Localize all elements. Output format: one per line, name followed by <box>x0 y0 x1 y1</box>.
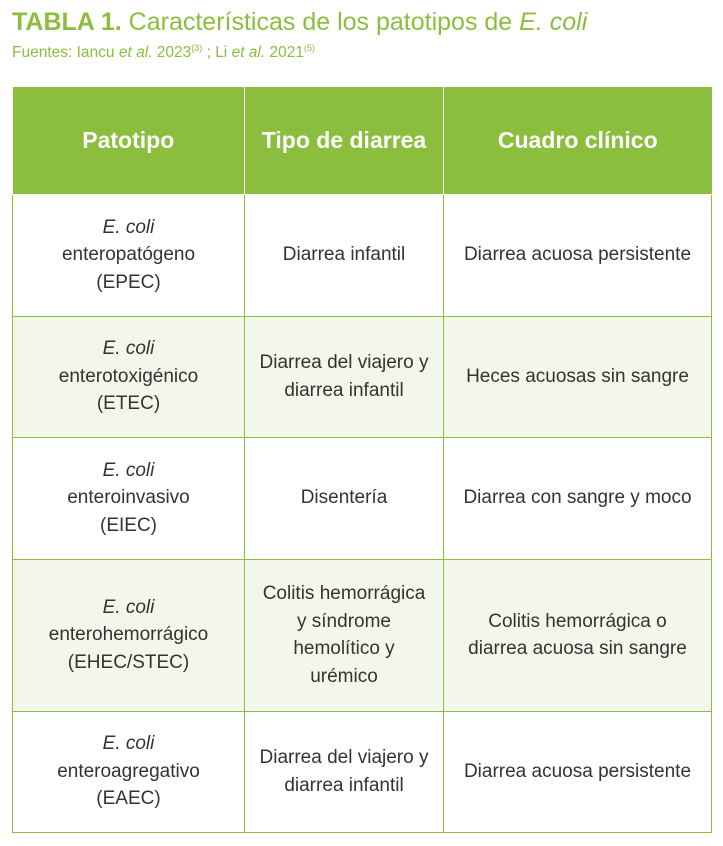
pathotype-abbr: (EAEC) <box>96 788 161 810</box>
sources-line <box>12 38 315 63</box>
pathotype-cell <box>13 437 245 559</box>
table-row <box>13 316 712 437</box>
clinical-picture-cell: Heces acuosas sin sangre <box>444 316 712 437</box>
pathotype-cell <box>13 711 245 832</box>
clinical-picture-cell: Colitis hemorrágica o diarrea acuosa sin sangre <box>444 559 712 711</box>
pathotype-name: enteropatógeno <box>61 244 196 266</box>
pathotype-abbr: (EPEC) <box>96 271 161 293</box>
sources-ref-1: (3) <box>191 43 203 53</box>
species-name: E. coli <box>102 338 155 360</box>
sources-year-1: 2023 <box>156 44 192 61</box>
clinical-picture-cell: Diarrea acuosa persistente <box>444 711 712 832</box>
diarrhea-type-cell: Diarrea del viajero y diarrea infantil <box>245 711 444 832</box>
sources-separator: ; Li <box>206 44 228 61</box>
table-row <box>13 437 712 559</box>
clinical-picture-cell: Diarrea acuosa persistente <box>444 194 712 316</box>
table-number: TABLA 1. <box>12 8 122 36</box>
species-name: E. coli <box>102 733 155 755</box>
species-name: E. coli <box>102 596 155 618</box>
pathotype-name: enterohemorrágico <box>48 624 209 646</box>
pathotype-cell <box>13 559 245 711</box>
diarrhea-type-cell: Diarrea del viajero y diarrea infantil <box>245 316 444 437</box>
header-diarrhea-type: Tipo de diarrea <box>245 87 444 194</box>
header-pathotype: Patotipo <box>13 87 245 194</box>
pathotype-name: enterotoxigénico <box>58 365 199 387</box>
species-name: E. coli <box>102 216 155 238</box>
pathotype-abbr: (ETEC) <box>96 393 161 415</box>
table-header-row <box>13 87 712 194</box>
title-species: E. coli <box>519 8 588 36</box>
table-row <box>13 559 712 711</box>
table-row <box>13 194 712 316</box>
sources-year-2: 2021 <box>269 44 304 61</box>
title-text: Características de los patotipos de <box>128 8 513 36</box>
sources-etal-1: et al. <box>118 44 153 61</box>
diarrhea-type-cell: Disentería <box>245 437 444 559</box>
pathotype-name: enteroagregativo <box>57 760 200 782</box>
table-title <box>12 6 587 38</box>
pathotype-cell <box>13 194 245 316</box>
sources-ref-2: (5) <box>303 43 315 53</box>
pathotypes-table <box>12 87 712 833</box>
pathotype-name: enteroinvasivo <box>67 487 190 509</box>
header-clinical-picture: Cuadro clínico <box>444 87 712 194</box>
sources-etal-2: et al. <box>231 44 266 61</box>
pathotype-abbr: (EIEC) <box>100 514 157 536</box>
table-row <box>13 711 712 832</box>
clinical-picture-cell: Diarrea con sangre y moco <box>444 437 712 559</box>
diarrhea-type-cell: Diarrea infantil <box>245 194 444 316</box>
sources-prefix: Fuentes: Iancu <box>12 44 115 61</box>
pathotype-abbr: (EHEC/STEC) <box>67 651 190 673</box>
pathotype-cell <box>13 316 245 437</box>
species-name: E. coli <box>102 459 155 481</box>
diarrhea-type-cell: Colitis hemorrágica y síndrome hemolítico y urémico <box>245 559 444 711</box>
